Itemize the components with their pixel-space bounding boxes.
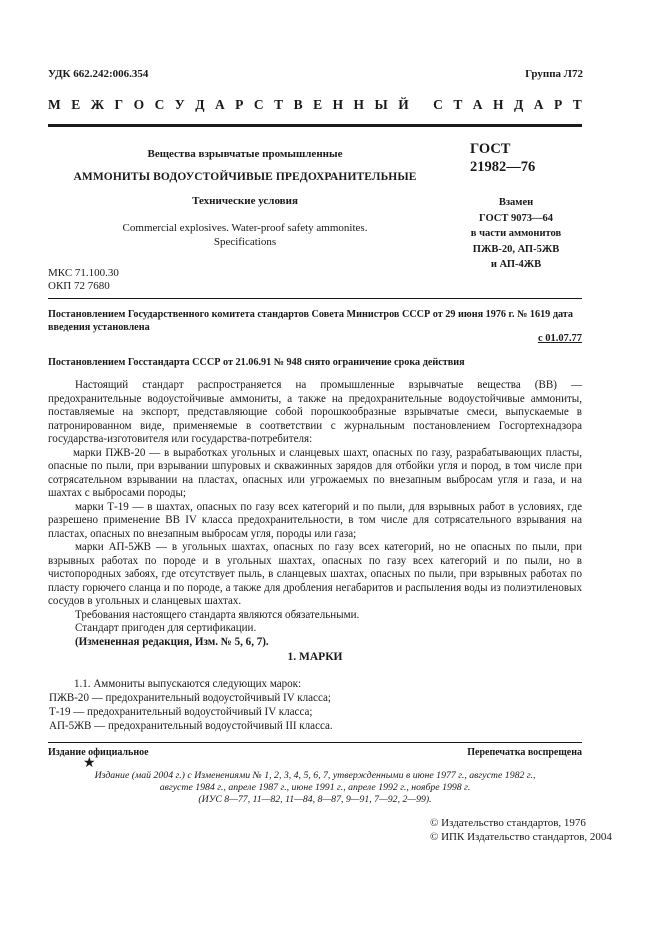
edition-info <box>48 770 582 806</box>
banner-letter: Й <box>398 97 409 112</box>
amendment-note: (Измененная редакция, Изм. № 5, 6, 7). <box>75 635 269 648</box>
banner-letter: А <box>472 97 483 112</box>
replaces-line: Взамен <box>498 197 534 208</box>
banner-letter: Д <box>195 97 205 112</box>
banner-letter: С <box>154 97 165 112</box>
banner-letter: Н <box>332 97 344 112</box>
group-code: Группа Л72 <box>525 68 583 80</box>
edition-line: Издание (май 2004 г.) с Изменениями № 1, 2, 3, 4, 5, 6, 7, утвержденными в июне 1977 г., августе 1982 г., <box>94 770 536 781</box>
reprint-notice: Перепечатка воспрещена <box>467 747 582 758</box>
banner-letter: Т <box>274 97 284 112</box>
category-title: Вещества взрывчатые промышленные <box>147 148 343 160</box>
standard-banner <box>48 97 582 113</box>
paragraph: марки АП-5ЖВ — в угольных шахтах, опасных по газу всех категорий, но не опасных по пыли, при взрывных работах по породе и в угольных шахтах, опасных по газу всех категорий и по пыли, но в чистопородных забоях, где отсутствует пыль, в сланцевых шахтах, опасных по пыли, при взрывных работах по пласту горючего сланца и по породе, а также для дробления негабаритов и распыления воды из полиэтиленовых сосудов в угольных и сланцевых шахтах. <box>48 541 582 607</box>
replaces-line: и АП-4ЖВ <box>490 259 542 270</box>
mks-code: МКС 71.100.30 <box>48 267 119 279</box>
banner-letter: Т <box>453 97 463 112</box>
main-title: АММОНИТЫ ВОДОУСТОЙЧИВЫЕ ПРЕДОХРАНИТЕЛЬНЫЕ <box>73 171 417 183</box>
english-title-line2: Specifications <box>213 236 277 248</box>
copyright-line: © Издательство стандартов, 1976 <box>430 817 586 829</box>
replaces-line: ПЖВ-20, АП-5ЖВ <box>472 243 560 255</box>
star-icon: ★ <box>83 756 96 771</box>
list-item: АП-5ЖВ — предохранительный водоустойчивый III класса. <box>49 720 333 732</box>
paragraph: марки ПЖВ-20 — в выработках угольных и сланцевых шахт, опасных по газу, разрабатывающих пласты, опасные по пыли, при взрывании шпуровых и скважинных зарядов для отбойки угля и пород, в том числе при сотрясательном взрывании на пластах, опасных или угрожаемых по внезапным выбросам угля и газа, и на шахтах с выбросами породы; <box>48 446 582 499</box>
paragraph: Требования настоящего стандарта являются обязательными. <box>75 608 360 621</box>
banner-letter: В <box>293 97 303 112</box>
banner-letter: Г <box>114 97 124 112</box>
banner-letter: С <box>433 97 443 112</box>
classification-codes <box>48 267 119 293</box>
limit-removed-text: Постановлением Госстандарта СССР от 21.06.91 № 948 снято ограничение срока действия <box>48 357 465 368</box>
copyright-line: © ИПК Издательство стандартов, 2004 <box>430 831 612 843</box>
divider <box>48 298 582 299</box>
banner-letter: Р <box>235 97 244 112</box>
banner-letter: М <box>48 97 61 112</box>
banner-letter: А <box>214 97 225 112</box>
banner-letter: А <box>533 97 544 112</box>
replaces-line: ГОСТ 9073—64 <box>479 212 553 224</box>
udk-code: УДК 662.242:006.354 <box>48 68 149 80</box>
list-intro: 1.1. Аммониты выпускаются следующих марок: <box>74 678 302 690</box>
list-item: ПЖВ-20 — предохранительный водоустойчивый IV класса; <box>49 692 331 704</box>
replaces-line: в части аммонитов <box>470 228 562 239</box>
banner-letter: Ж <box>90 97 105 112</box>
edition-line: (ИУС 8—77, 11—82, 11—84, 8—87, 9—91, 7—92, 2—99). <box>198 794 432 805</box>
effective-date: с 01.07.77 <box>537 333 582 344</box>
paragraph: марки Т-19 — в шахтах, опасных по газу всех категорий и по пыли, для взрывных работ в условиях, где разрешено применение ВВ IV класса предохранительности, в том числе для сотрясательного взрывания на пластах, опасных по внезапным выбросам угля, породы или газа; <box>48 500 582 540</box>
banner-letter: Ы <box>374 97 388 112</box>
banner-letter: Е <box>71 97 81 112</box>
gost-number: 21982—76 <box>470 159 536 175</box>
english-title <box>60 221 430 249</box>
banner-letter: Д <box>514 97 524 112</box>
official-edition: Издание официальное <box>48 747 149 758</box>
resolution-text: Постановлением Государственного комитета стандартов Совета Министров СССР от 29 июня 1976 г. № 1619 дата введения установлена <box>48 309 574 333</box>
banner-letter: Н <box>493 97 504 112</box>
okp-code: ОКП 72 7680 <box>48 280 110 292</box>
copyright-block <box>430 816 612 844</box>
subtitle: Технические условия <box>192 195 298 207</box>
banner-letter: Т <box>572 97 582 112</box>
footer-divider <box>48 742 582 743</box>
banner-letter: О <box>133 97 145 112</box>
banner-letter: У <box>174 97 185 112</box>
english-title-line1: Commercial explosives. Water-proof safety ammonites. <box>122 222 368 234</box>
banner-letter <box>419 97 422 113</box>
banner-letter: Е <box>313 97 323 112</box>
section-heading: 1. МАРКИ <box>287 651 343 663</box>
body-text <box>48 379 582 649</box>
gost-designation <box>470 140 535 176</box>
edition-line: августе 1984 г., апреле 1987 г., июне 1991 г., апреле 1992 г., ноябре 1998 г. <box>159 782 471 793</box>
paragraph: Настоящий стандарт распространяется на промышленные взрывчатые вещества (ВВ) — предохранительные водоустойчивые аммониты, а также на предохранительные водоустойчивые аммониты, поставляемые на экспорт, представляющие собой порошкообразные взрывчатые смеси, выпускаемые в патронированном виде, применяемые в соответствии с журнальным постановлением Госгортехнадзора государства-изготовителя или государства-потребителя: <box>48 379 582 445</box>
gost-label: ГОСТ <box>470 141 511 157</box>
list-item: Т-19 — предохранительный водоустойчивый IV класса; <box>49 706 313 718</box>
header-rule <box>48 124 582 127</box>
banner-letter: С <box>253 97 264 112</box>
grades-list <box>49 677 333 733</box>
banner-letter: Н <box>353 97 365 112</box>
replaces-block <box>450 195 582 273</box>
banner-letter: Р <box>553 97 563 112</box>
paragraph: Стандарт пригоден для сертификации. <box>75 622 257 634</box>
